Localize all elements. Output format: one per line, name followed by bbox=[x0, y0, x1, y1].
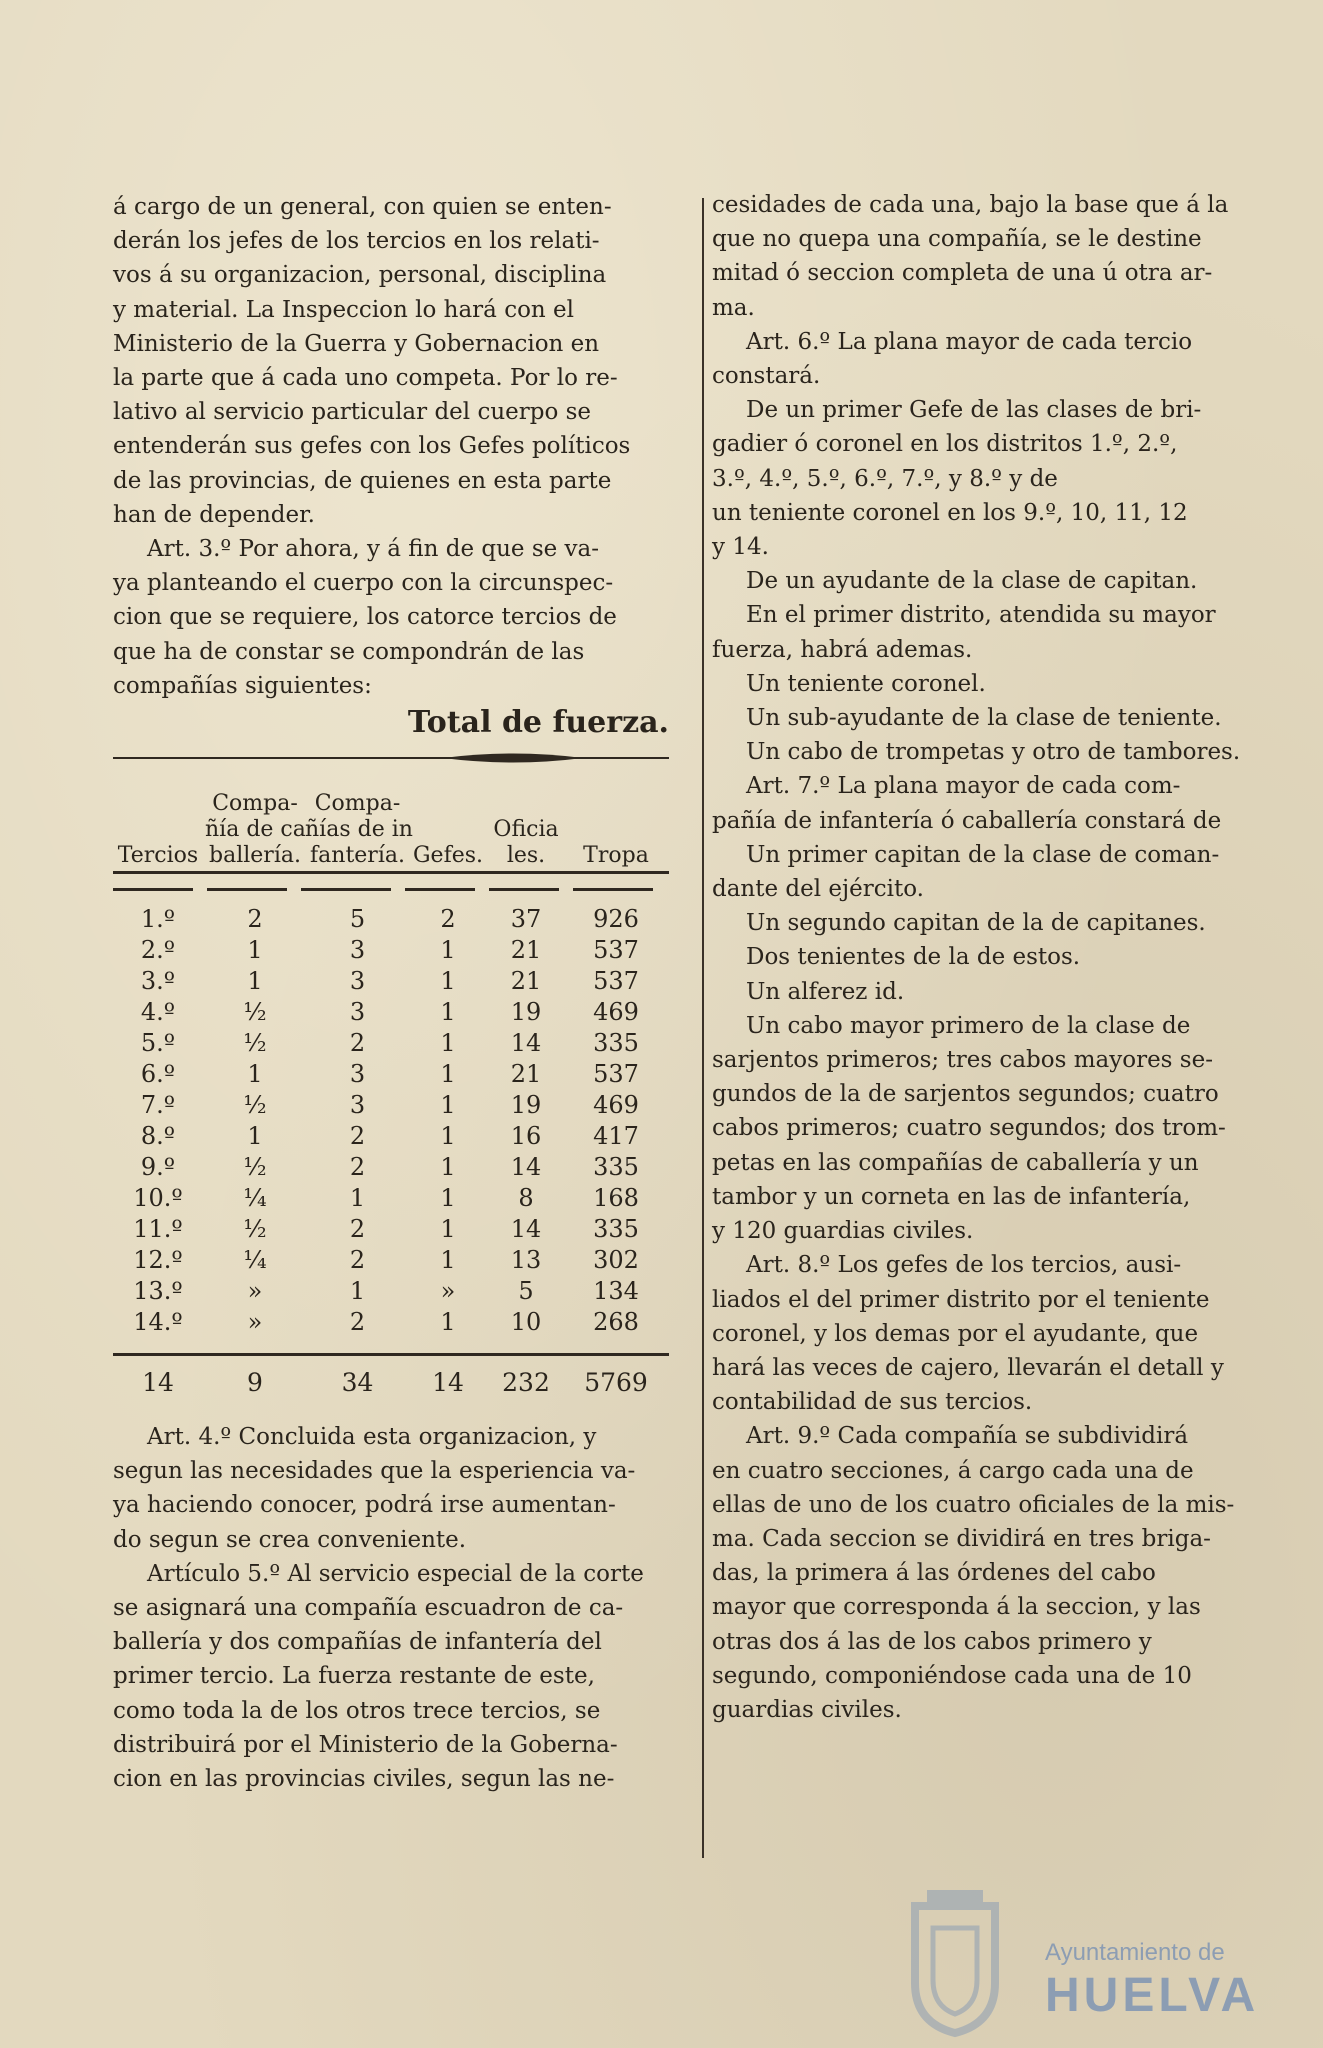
text-line: segundo, componiéndose cada una de 10 bbox=[712, 1662, 1192, 1689]
text-line: ya planteando el cuerpo con la circunspec- bbox=[113, 570, 614, 597]
text-line: Art. 7.º La plana mayor de cada com- bbox=[746, 773, 1181, 800]
text-line: sarjentos primeros; tres cabos mayores se- bbox=[712, 1047, 1213, 1074]
ornamental-rule bbox=[113, 747, 669, 769]
cell-infanteria: 3 bbox=[349, 998, 366, 1027]
text-line: ma. bbox=[712, 294, 755, 321]
cell-infanteria: 3 bbox=[349, 936, 366, 965]
cell-tropa: 469 bbox=[593, 998, 639, 1027]
cell-tercio: 10.º bbox=[133, 1184, 183, 1213]
article-8-paragraph bbox=[712, 1248, 1257, 1419]
text-line: liados el del primer distrito por el teniente bbox=[712, 1286, 1210, 1313]
text-line: que no quepa una compañía, se le destine bbox=[712, 226, 1202, 253]
cell-caballeria: 1 bbox=[247, 967, 263, 996]
cell-tercio: 5.º bbox=[140, 1029, 176, 1058]
text-line: á cargo de un general, con quien se enten- bbox=[113, 194, 612, 220]
cell-tercio: 2.º bbox=[140, 936, 176, 965]
text-line: hará las veces de cajero, llevarán el detall y bbox=[712, 1354, 1224, 1381]
table-row bbox=[113, 1091, 669, 1122]
cell-tropa: 335 bbox=[593, 1215, 639, 1244]
text-line: Un alferez id. bbox=[746, 978, 905, 1005]
text-line: Un teniente coronel. bbox=[746, 670, 986, 697]
text-line: en cuatro secciones, á cargo cada una de bbox=[712, 1457, 1194, 1484]
text-line: Un segundo capitan de la de capitanes. bbox=[746, 910, 1206, 937]
cell-caballeria: ¼ bbox=[243, 1184, 267, 1213]
right-paragraph-3 bbox=[712, 393, 1257, 564]
forces-table-body bbox=[113, 905, 669, 1339]
cell-tercio: 4.º bbox=[140, 998, 176, 1027]
right-paragraph-13 bbox=[712, 975, 1257, 1009]
cell-tercio: 3.º bbox=[140, 967, 176, 996]
table-row bbox=[113, 1246, 669, 1277]
cell-tropa: 417 bbox=[593, 1122, 639, 1151]
text-line: Art. 9.º Cada compañía se subdividirá bbox=[746, 1423, 1189, 1450]
total-cell-tropa: 5769 bbox=[584, 1368, 648, 1398]
header-tropa: Tropa bbox=[583, 843, 649, 869]
text-line: Art. 8.º Los gefes de los tercios, ausi- bbox=[746, 1252, 1182, 1279]
text-line: En el primer distrito, atendida su mayor bbox=[746, 602, 1216, 629]
cell-caballeria: ½ bbox=[243, 1091, 267, 1120]
text-line: Ministerio de la Guerra y Gobernacion en bbox=[113, 330, 600, 357]
cell-infanteria: 3 bbox=[349, 1091, 366, 1120]
text-line: entenderán sus gefes con los Gefes políticos bbox=[113, 433, 631, 460]
cell-caballeria: » bbox=[247, 1308, 263, 1337]
cell-caballeria: ½ bbox=[243, 998, 267, 1027]
table-row bbox=[113, 936, 669, 967]
cell-infanteria: 2 bbox=[349, 1246, 366, 1275]
cell-gefes: 1 bbox=[440, 967, 456, 996]
text-line: como toda la de los otros trece tercios, se bbox=[113, 1697, 601, 1724]
text-line: derán los jefes de los tercios en los relati- bbox=[113, 228, 600, 255]
left-paragraph-1 bbox=[113, 190, 669, 532]
cell-oficiales: 13 bbox=[510, 1246, 542, 1275]
cell-caballeria: ½ bbox=[243, 1153, 267, 1182]
forces-table-totals bbox=[113, 1362, 669, 1406]
text-line: y 14. bbox=[712, 534, 769, 561]
text-line: lativo al servicio particular del cuerpo se bbox=[113, 399, 592, 426]
table-row bbox=[113, 1060, 669, 1091]
cell-tropa: 302 bbox=[593, 1246, 639, 1275]
cell-oficiales: 10 bbox=[510, 1308, 542, 1337]
cell-tropa: 537 bbox=[593, 967, 639, 996]
right-paragraph-10 bbox=[712, 838, 1257, 906]
forces-table-header bbox=[113, 769, 669, 869]
cell-infanteria: 5 bbox=[349, 905, 366, 934]
total-cell-oficiales: 232 bbox=[502, 1368, 550, 1398]
right-paragraph-5 bbox=[712, 598, 1257, 666]
cell-oficiales: 14 bbox=[510, 1029, 542, 1058]
total-cell-caballeria: 9 bbox=[247, 1368, 263, 1398]
text-line: compañías siguientes: bbox=[113, 672, 372, 699]
cell-oficiales: 14 bbox=[510, 1153, 542, 1182]
cell-tercio: 11.º bbox=[133, 1215, 183, 1244]
cell-oficiales: 21 bbox=[510, 936, 542, 965]
text-line: ballería y dos compañías de infantería del bbox=[113, 1629, 602, 1656]
cell-gefes: 1 bbox=[440, 936, 456, 965]
text-line: segun las necesidades que la esperiencia va- bbox=[113, 1458, 636, 1485]
text-line: dante del ejército. bbox=[712, 876, 924, 903]
text-line: mayor que corresponda á la seccion, y las bbox=[712, 1594, 1201, 1621]
text-line: y 120 guardias civiles. bbox=[712, 1218, 974, 1245]
text-line: cion en las provincias civiles, segun las ne- bbox=[113, 1766, 615, 1793]
text-line: De un ayudante de la clase de capitan. bbox=[746, 568, 1198, 595]
cell-caballeria: ¼ bbox=[243, 1246, 267, 1275]
cell-tropa: 335 bbox=[593, 1153, 639, 1182]
cell-infanteria: 2 bbox=[349, 1029, 366, 1058]
text-line: cabos primeros; cuatro segundos; dos trom- bbox=[712, 1115, 1226, 1142]
text-line: y material. La Inspeccion lo hará con el bbox=[113, 296, 575, 323]
cell-tropa: 537 bbox=[593, 1060, 639, 1089]
text-line: do segun se crea conveniente. bbox=[113, 1526, 467, 1553]
cell-tercio: 12.º bbox=[133, 1246, 183, 1275]
cell-gefes: 1 bbox=[440, 1060, 456, 1089]
right-paragraph-8 bbox=[712, 735, 1257, 769]
cell-caballeria: 1 bbox=[247, 1060, 263, 1089]
text-line: han de depender. bbox=[113, 501, 315, 528]
total-cell-gefes: 14 bbox=[432, 1368, 464, 1398]
text-line: otras dos á las de los cabos primero y bbox=[712, 1628, 1152, 1655]
right-paragraph-11 bbox=[712, 906, 1257, 940]
table-row bbox=[113, 1029, 669, 1060]
cell-oficiales: 37 bbox=[510, 905, 542, 934]
watermark-line-2: HUELVA bbox=[1045, 1969, 1260, 2022]
cell-tropa: 168 bbox=[593, 1184, 639, 1213]
cell-caballeria: » bbox=[247, 1277, 263, 1306]
cell-tropa: 926 bbox=[593, 905, 639, 934]
cell-infanteria: 2 bbox=[349, 1122, 366, 1151]
text-line: ya haciendo conocer, podrá irse aumentan- bbox=[113, 1492, 616, 1519]
cell-oficiales: 19 bbox=[510, 998, 542, 1027]
article-5-paragraph bbox=[113, 1557, 669, 1796]
cell-tercio: 7.º bbox=[140, 1091, 176, 1120]
text-line: la parte que á cada uno competa. Por lo re- bbox=[113, 365, 618, 392]
table-row bbox=[113, 967, 669, 998]
text-line: petas en las compañías de caballería y un bbox=[712, 1149, 1199, 1176]
cell-tercio: 13.º bbox=[133, 1277, 183, 1306]
text-line: Un cabo mayor primero de la clase de bbox=[746, 1012, 1191, 1039]
text-line: Un cabo de trompetas y otro de tambores. bbox=[746, 739, 1241, 766]
right-paragraph-6 bbox=[712, 667, 1257, 701]
table-row bbox=[113, 905, 669, 936]
cell-tropa: 537 bbox=[593, 936, 639, 965]
text-line: ellas de uno de los cuatro oficiales de la mis- bbox=[712, 1491, 1235, 1518]
right-paragraph-1 bbox=[712, 188, 1257, 325]
text-line: Art. 6.º La plana mayor de cada tercio bbox=[746, 328, 1193, 355]
right-paragraph-12 bbox=[712, 940, 1257, 974]
text-line: un teniente coronel en los 9.º, 10, 11, 12 bbox=[712, 499, 1188, 526]
cell-gefes: 1 bbox=[440, 998, 456, 1027]
text-line: cesidades de cada una, bajo la base que á la bbox=[712, 192, 1229, 218]
text-line: gundos de la de sarjentos segundos; cuatro bbox=[712, 1081, 1219, 1108]
cell-gefes: 1 bbox=[440, 1308, 456, 1337]
article-9-paragraph bbox=[712, 1419, 1257, 1727]
article-3-paragraph bbox=[113, 532, 669, 703]
cell-infanteria: 3 bbox=[349, 1060, 366, 1089]
cell-oficiales: 21 bbox=[510, 1060, 542, 1089]
cell-oficiales: 5 bbox=[518, 1277, 534, 1306]
right-paragraph-4 bbox=[712, 564, 1257, 598]
table-row bbox=[113, 1308, 669, 1339]
table-row bbox=[113, 1153, 669, 1184]
watermark-line-1: Ayuntamiento de bbox=[1045, 1939, 1225, 1966]
cell-gefes: 1 bbox=[440, 1153, 456, 1182]
header-oficiales: Oficia les. bbox=[493, 817, 559, 869]
cell-gefes: 1 bbox=[440, 1184, 456, 1213]
cell-caballeria: ½ bbox=[243, 1215, 267, 1244]
text-line: Un sub-ayudante de la clase de teniente. bbox=[746, 705, 1222, 732]
total-cell-tercio: 14 bbox=[142, 1368, 174, 1398]
text-line: contabilidad de sus tercios. bbox=[712, 1389, 1033, 1416]
cell-gefes: 2 bbox=[440, 905, 456, 934]
header-rule bbox=[113, 871, 669, 874]
cell-infanteria: 2 bbox=[349, 1153, 366, 1182]
total-cell-infanteria: 34 bbox=[341, 1368, 374, 1398]
cell-caballeria: 2 bbox=[247, 905, 263, 934]
totals-rule bbox=[113, 1353, 669, 1356]
text-line: primer tercio. La fuerza restante de este, bbox=[113, 1663, 595, 1690]
total-de-fuerza-heading: Total de fuerza. bbox=[407, 705, 669, 741]
cell-oficiales: 14 bbox=[510, 1215, 542, 1244]
text-line: Art. 4.º Concluida esta organizacion, y bbox=[147, 1424, 597, 1451]
cell-infanteria: 3 bbox=[349, 967, 366, 996]
text-line: que ha de constar se compondrán de las bbox=[113, 638, 585, 665]
text-line: mitad ó seccion completa de una ú otra ar- bbox=[712, 260, 1213, 287]
cell-infanteria: 2 bbox=[349, 1215, 366, 1244]
table-row bbox=[113, 1215, 669, 1246]
article-6-paragraph bbox=[712, 325, 1257, 393]
text-line: coronel, y los demas por el ayudante, que bbox=[712, 1320, 1199, 1347]
cell-oficiales: 8 bbox=[518, 1184, 534, 1213]
cell-tercio: 1.º bbox=[140, 905, 176, 934]
text-line: Dos tenientes de la de estos. bbox=[746, 944, 1081, 971]
text-line: distribuirá por el Ministerio de la Goberna- bbox=[113, 1731, 618, 1758]
header-tercios: Tercios bbox=[117, 843, 199, 869]
cell-tercio: 6.º bbox=[140, 1060, 176, 1089]
table-row bbox=[113, 1184, 669, 1215]
cell-tropa: 469 bbox=[593, 1091, 639, 1120]
table-row bbox=[113, 1122, 669, 1153]
column-divider bbox=[702, 198, 704, 1858]
text-line: Art. 3.º Por ahora, y á fin de que se va- bbox=[147, 536, 600, 563]
text-line: guardias civiles. bbox=[712, 1696, 902, 1723]
text-line: De un primer Gefe de las clases de bri- bbox=[746, 397, 1202, 424]
cell-caballeria: 1 bbox=[247, 936, 263, 965]
text-line: tambor y un corneta en las de infantería, bbox=[712, 1183, 1191, 1210]
article-4-paragraph bbox=[113, 1420, 669, 1557]
right-paragraph-14 bbox=[712, 1009, 1257, 1248]
cell-gefes: 1 bbox=[440, 1215, 456, 1244]
text-line: cion que se requiere, los catorce tercios de bbox=[113, 604, 617, 631]
left-column bbox=[113, 190, 669, 1796]
cell-caballeria: 1 bbox=[247, 1122, 263, 1151]
cell-tropa: 335 bbox=[593, 1029, 639, 1058]
header-dashed-rule bbox=[113, 888, 669, 891]
cell-gefes: 1 bbox=[440, 1246, 456, 1275]
table-row bbox=[113, 998, 669, 1029]
text-line: de las provincias, de quienes en esta parte bbox=[113, 467, 612, 494]
text-line: gadier ó coronel en los distritos 1.º, 2.º, bbox=[712, 431, 1178, 458]
cell-tercio: 14.º bbox=[133, 1308, 183, 1337]
cell-gefes: » bbox=[440, 1277, 456, 1306]
cell-infanteria: 2 bbox=[349, 1308, 366, 1337]
cell-gefes: 1 bbox=[440, 1029, 456, 1058]
text-line: vos á su organizacion, personal, disciplina bbox=[113, 262, 607, 289]
cell-oficiales: 19 bbox=[510, 1091, 542, 1120]
right-column bbox=[712, 188, 1257, 1727]
text-line: das, la primera á las órdenes del cabo bbox=[712, 1560, 1156, 1587]
text-line: pañía de infantería ó caballería constará de bbox=[712, 807, 1222, 834]
cell-gefes: 1 bbox=[440, 1122, 456, 1151]
cell-infanteria: 1 bbox=[349, 1277, 366, 1306]
cell-tropa: 268 bbox=[593, 1308, 639, 1337]
header-gefes: Gefes. bbox=[412, 843, 484, 869]
cell-infanteria: 1 bbox=[349, 1184, 366, 1213]
header-caballeria: Compa- ñía de ca ballería. bbox=[205, 791, 306, 869]
text-line: 3.º, 4.º, 5.º, 6.º, 7.º, y 8.º y de bbox=[712, 465, 1058, 492]
cell-oficiales: 21 bbox=[510, 967, 542, 996]
table-row bbox=[113, 1277, 669, 1308]
right-paragraph-7 bbox=[712, 701, 1257, 735]
text-line: fuerza, habrá ademas. bbox=[712, 636, 973, 663]
text-line: constará. bbox=[712, 363, 821, 390]
cell-gefes: 1 bbox=[440, 1091, 456, 1120]
cell-oficiales: 16 bbox=[510, 1122, 542, 1151]
article-7-paragraph bbox=[712, 769, 1257, 837]
text-line: se asignará una compañía escuadron de ca- bbox=[113, 1595, 624, 1622]
text-line: ma. Cada seccion se dividirá en tres briga- bbox=[712, 1525, 1211, 1552]
text-line: Un primer capitan de la clase de coman- bbox=[746, 841, 1220, 868]
cell-caballeria: ½ bbox=[243, 1029, 267, 1058]
header-infanteria: Compa- ñías de in fantería. bbox=[305, 791, 413, 869]
cell-tercio: 9.º bbox=[140, 1153, 176, 1182]
cell-tropa: 134 bbox=[593, 1277, 639, 1306]
text-line: Artículo 5.º Al servicio especial de la corte bbox=[147, 1560, 644, 1587]
cell-tercio: 8.º bbox=[140, 1122, 176, 1151]
